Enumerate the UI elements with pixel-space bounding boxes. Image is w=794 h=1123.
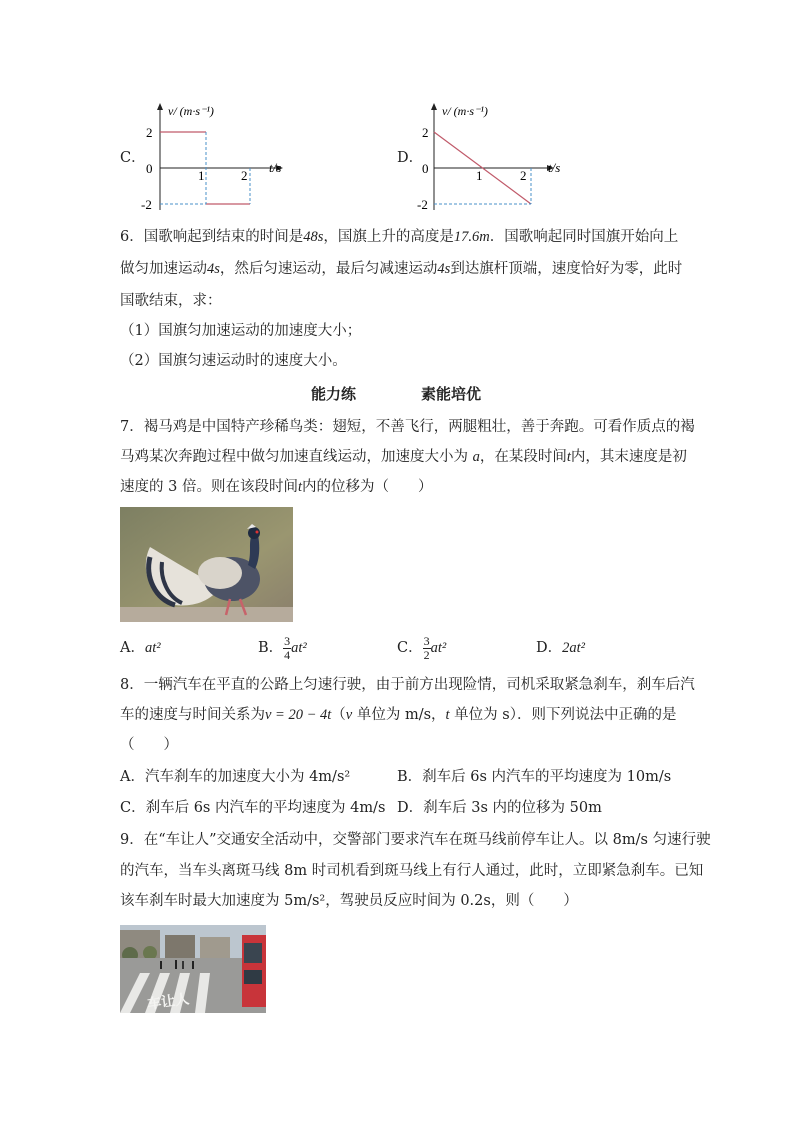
q9-line-3: 该车刹车时最大加速度为 5m/s²，驾驶员反应时间为 0.2s，则（ ） <box>120 893 578 909</box>
q7-option-c[interactable]: C． $\frac{3}{2}$ at² <box>397 633 447 662</box>
graph-c-tick-0: 0 <box>146 161 153 176</box>
graph-c-tick-x1: 1 <box>198 168 205 183</box>
graph-c <box>138 100 298 215</box>
q8-option-b[interactable]: B．刹车后 6s 内汽车的平均速度为 10m/s <box>397 769 672 785</box>
q6-sub-1: （1）国旗匀加速运动的加速度大小； <box>120 323 362 339</box>
q8-line-1: 8．一辆汽车在平直的公路上匀速行驶，由于前方出现险情，司机采取紧急刹车，刹车后汽 <box>120 677 695 693</box>
q9-line-1: 9．在“车让人”交通安全活动中，交警部门要求汽车在斑马线前停车让人。以 8m/s 匀速行驶 <box>120 832 711 848</box>
graph-c-xlabel: t/s <box>269 160 282 175</box>
q8-paren: （ ） <box>120 737 178 753</box>
q7-option-b[interactable]: B． $\frac{3}{4}$ at² <box>258 633 307 662</box>
graph-d-y-arrow <box>431 103 437 110</box>
q6-line-3: 国歌结束，求： <box>120 293 222 309</box>
q9-line-2: 的汽车，当车头离斑马线 8m 时司机看到斑马线上有行人通过，此时，立即紧急刹车。已知 <box>120 863 704 879</box>
q8-option-c[interactable]: C．刹车后 6s 内汽车的平均速度为 4m/s <box>120 800 386 816</box>
graph-d-tick-x2: 2 <box>520 168 527 183</box>
graph-d-ylabel: v/ (m·s⁻¹) <box>442 104 488 118</box>
q8-line-2: 车的速度与时间关系为v = 20 − 4t（v 单位为 m/s，t 单位为 s）．则下列说法中正确的是 <box>120 707 677 723</box>
graph-c-tick-neg2: -2 <box>141 197 152 212</box>
q8-option-d[interactable]: D．刹车后 3s 内的位移为 50m <box>397 800 602 816</box>
q7-line-3: 速度的 3 倍。则在该段时间t内的位移为（ ） <box>120 479 433 495</box>
graph-c-y-arrow <box>157 103 163 110</box>
graph-d-tick-x1: 1 <box>476 168 483 183</box>
bird-photo <box>120 507 293 622</box>
q8-option-a[interactable]: A．汽车刹车的加速度大小为 4m/s² <box>120 769 351 785</box>
q6-sub-2: （2）国旗匀速运动时的速度大小。 <box>120 353 347 369</box>
graph-d-tick-0: 0 <box>422 161 429 176</box>
q6-line-2: 做匀加速运动4s，然后匀速运动，最后匀减速运动4s到达旗杆顶端，速度恰好为零，此时 <box>120 261 683 277</box>
graph-c-tick-x2: 2 <box>241 168 248 183</box>
option-c-label: C． <box>120 150 146 166</box>
graph-d <box>414 100 574 215</box>
road-marking-text: 车让人 <box>146 992 191 1013</box>
q7-option-a[interactable]: A．at² <box>120 640 161 656</box>
graph-d-xlabel: t/s <box>548 160 561 175</box>
section-title-left: 能力练 <box>311 385 357 403</box>
q6-line-1: 6．国歌响起到结束的时间是48s，国旗上升的高度是17.6m．国歌响起同时国旗开始向上 <box>120 229 679 245</box>
crosswalk-photo <box>120 925 266 1013</box>
graph-c-tick-2: 2 <box>146 125 153 140</box>
graph-c-ylabel: v/ (m·s⁻¹) <box>168 104 214 118</box>
q7-line-1: 7．褐马鸡是中国特产珍稀鸟类：翅短，不善飞行，两腿粗壮，善于奔跑。可看作质点的褐 <box>120 419 695 435</box>
q7-option-d[interactable]: D．2at² <box>536 640 586 656</box>
graph-d-tick-neg2: -2 <box>417 197 428 212</box>
q7-line-2: 马鸡某次奔跑过程中做匀加速直线运动，加速度大小为 a，在某段时间t内，其末速度是初 <box>120 449 687 465</box>
option-d-label: D． <box>397 150 424 166</box>
section-title-right: 素能培优 <box>421 385 482 403</box>
graph-d-tick-2: 2 <box>422 125 429 140</box>
